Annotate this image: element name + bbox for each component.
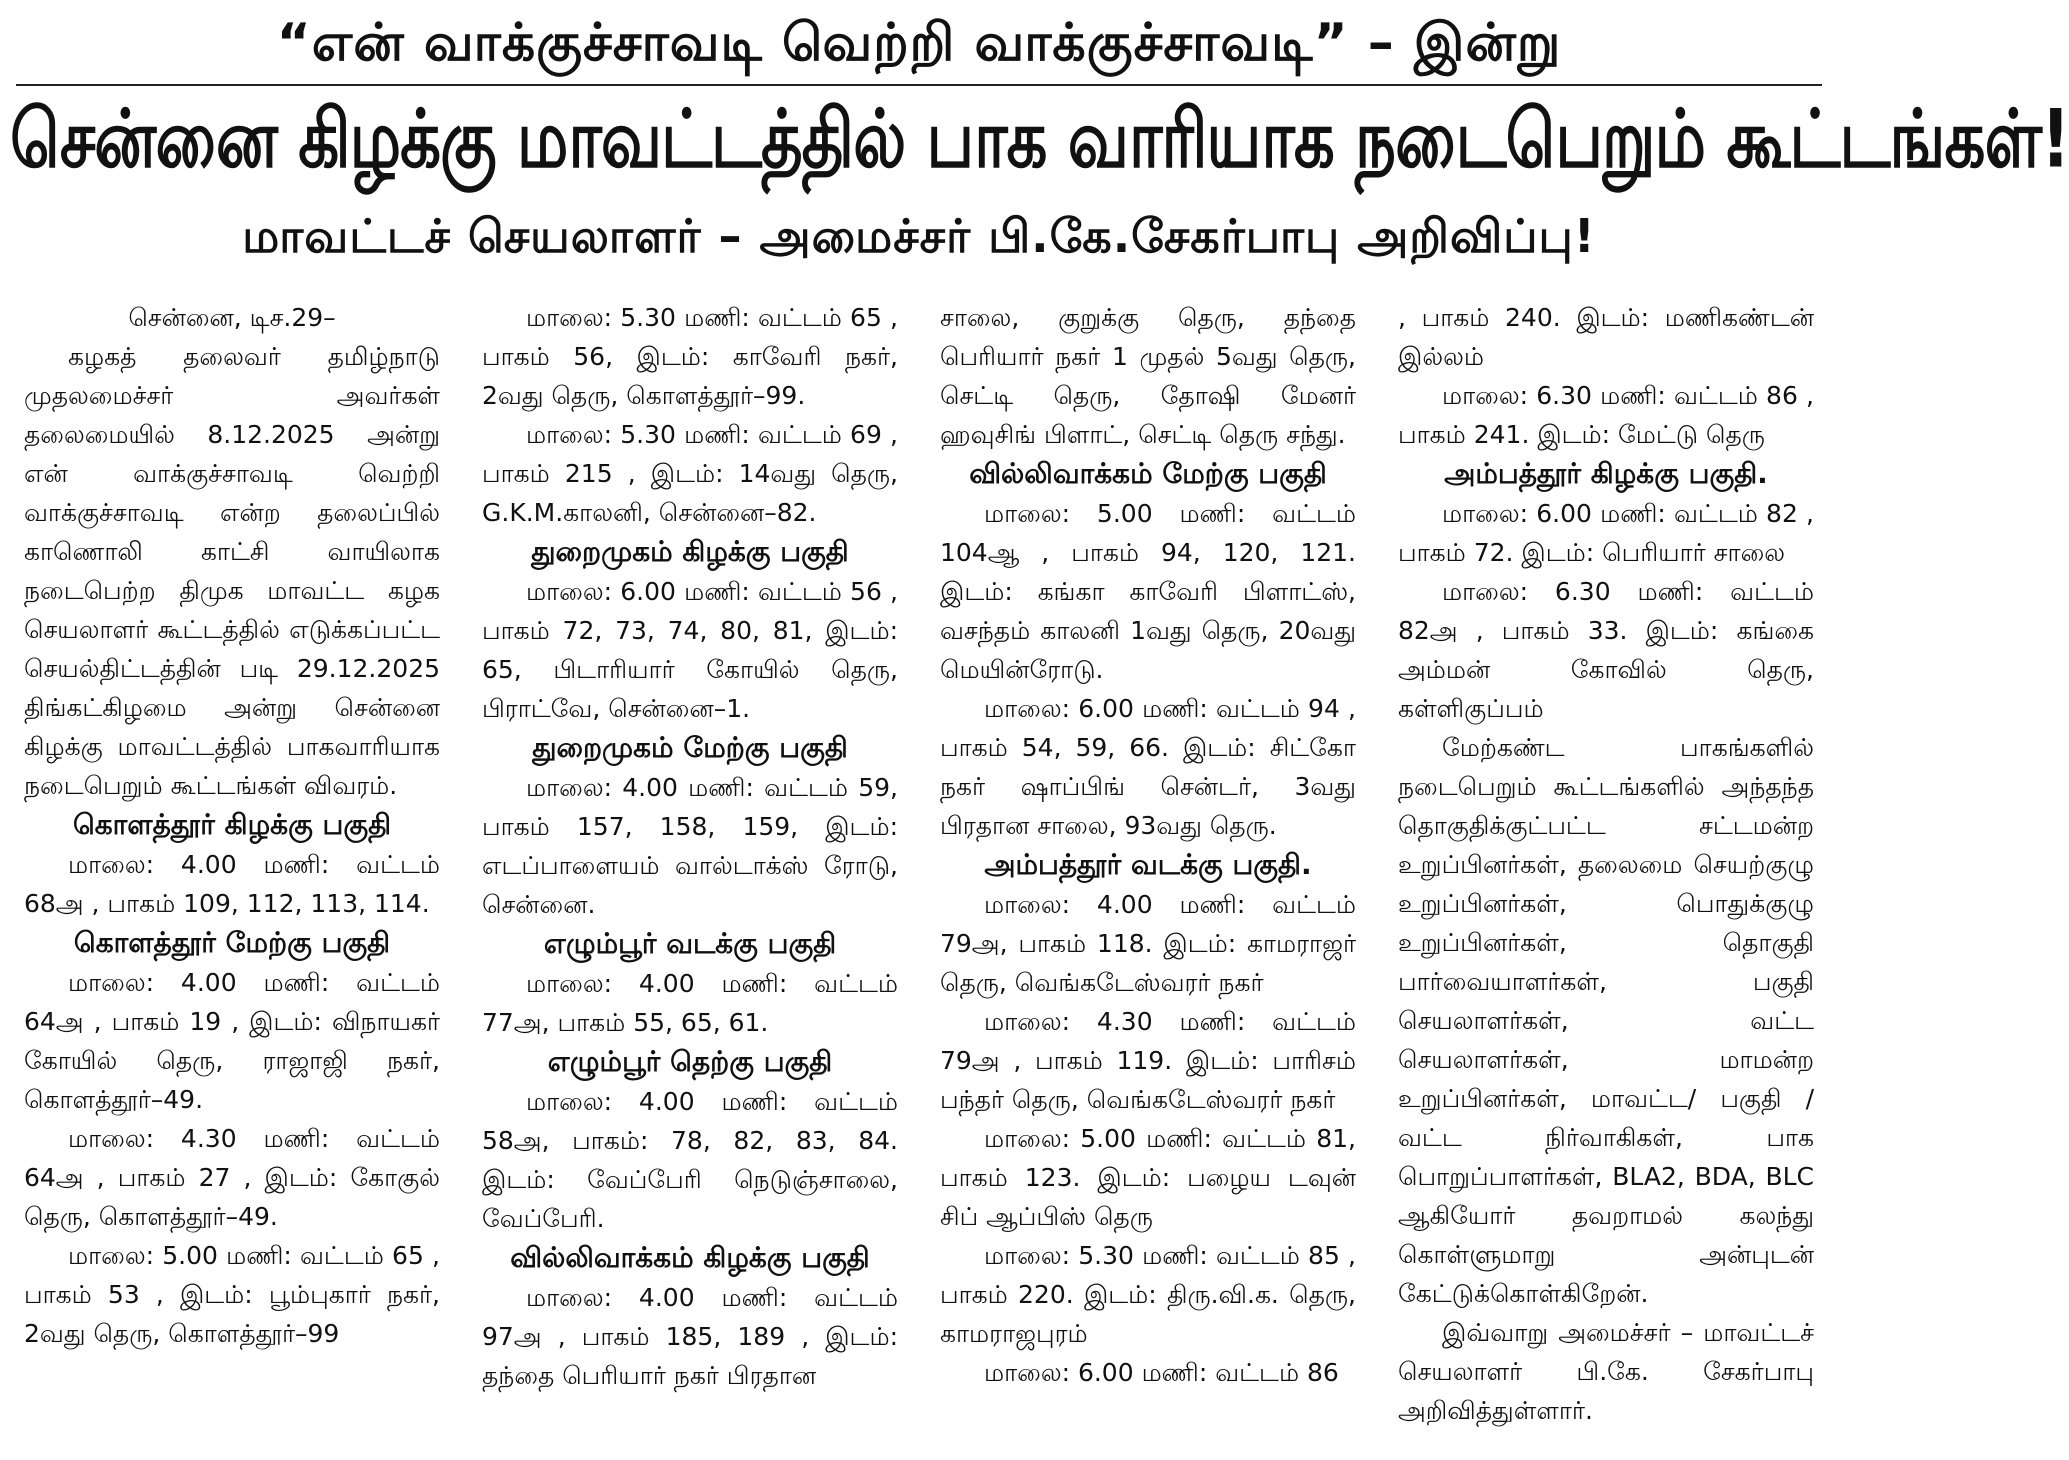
column-2 — [482, 298, 898, 1430]
section-heading: துறைமுகம் கிழக்கு பகுதி — [531, 535, 849, 568]
article-body — [10, 298, 1828, 1430]
meeting-entry: மாலை: 4.30 மணி: வட்டம் 79அ , பாகம் 119. இடம்: பாரிசம் பந்தர் தெரு, வெங்கடேஸ்வரர் நகர் — [940, 1007, 1356, 1114]
column-4 — [1398, 298, 1814, 1430]
meeting-entry: மாலை: 4.00 மணி: வட்டம் 97அ , பாகம் 185, 189 , இடம்: தந்தை பெரியார் நகர் பிரதான — [482, 1283, 898, 1390]
meeting-entry: மாலை: 6.30 மணி: வட்டம் 86 , பாகம் 241. இடம்: மேட்டு தெரு — [1398, 381, 1814, 449]
section-heading: துறைமுகம் மேற்கு பகுதி — [532, 731, 848, 764]
meeting-entry: மாலை: 6.00 மணி: வட்டம் 56 , பாகம் 72, 73, 74, 80, 81, இடம்: 65, பிடாரியார் கோயில் தெரு, பிராட்வே, சென்னை–1. — [482, 577, 898, 723]
meeting-entry: மாலை: 6.00 மணி: வட்டம் 86 — [984, 1358, 1339, 1387]
section-heading: அம்பத்தூர் வடக்கு பகுதி. — [984, 848, 1312, 881]
meeting-entry: மாலை: 4.00 மணி: வட்டம் 79அ, பாகம் 118. இடம்: காமராஜர் தெரு, வெங்கடேஸ்வரர் நகர் — [940, 890, 1356, 997]
kicker-headline: “என் வாக்குச்சாவடி வெற்றி வாக்குச்சாவடி” – இன்று — [276, 13, 1562, 73]
meeting-entry: மாலை: 6.00 மணி: வட்டம் 82 , பாகம் 72. இடம்: பெரியார் சாலை — [1398, 499, 1814, 567]
subheadline: மாவட்டச் செயலாளர் – அமைச்சர் பி.கே.சேகர்பாபு அறிவிப்பு! — [242, 209, 1596, 263]
closing-paragraph: மேற்கண்ட பாகங்களில் நடைபெறும் கூட்டங்களில் அந்தந்த தொகுதிக்குட்பட்ட சட்டமன்ற உறுப்பினர்கள், தலைமை செயற்குழு உறுப்பினர்கள், பொதுக்குழு உறுப்பினர்கள், தொகுதி பார்வையாளர்கள், பகுதி செயலாளர்கள், வட்ட செயலாளர்கள், மாமன்ற உறுப்பினர்கள், மாவட்ட/ பகுதி / வட்ட நிர்வாகிகள், பாக பொறுப்பாளர்கள், BLA2, BDA, BLC ஆகியோர் தவறாமல் கலந்து கொள்ளுமாறு அன்புடன் கேட்டுக்கொள்கிறேன். — [1398, 733, 1814, 1308]
meeting-entry: மாலை: 5.30 மணி: வட்டம் 69 , பாகம் 215 , இடம்: 14வது தெரு, G.K.M.காலனி, சென்னை–82. — [482, 420, 898, 527]
column-1 — [24, 298, 440, 1430]
meeting-entry: மாலை: 5.30 மணி: வட்டம் 85 , பாகம் 220. இடம்: திரு.வி.க. தெரு, காமராஜபுரம் — [940, 1241, 1356, 1348]
meeting-entry: மாலை: 4.00 மணி: வட்டம் 59, பாகம் 157, 158, 159, இடம்: எடப்பாளையம் வால்டாக்ஸ் ரோடு, சென்னை. — [482, 773, 898, 919]
meeting-entry: மாலை: 4.00 மணி: வட்டம் 58அ, பாகம்: 78, 82, 83, 84. இடம்: வேப்பேரி நெடுஞ்சாலை, வேப்பேரி. — [482, 1087, 898, 1233]
meeting-entry: மாலை: 4.00 மணி: வட்டம் 68அ , பாகம் 109, 112, 113, 114. — [24, 850, 440, 918]
meeting-entry: மாலை: 5.00 மணி: வட்டம் 81, பாகம் 123. இடம்: பழைய டவுன் சிப் ஆப்பிஸ் தெரு — [940, 1124, 1356, 1231]
meeting-entry: மாலை: 4.00 மணி: வட்டம் 77அ, பாகம் 55, 65, 61. — [482, 969, 898, 1037]
newspaper-clipping — [0, 6, 2069, 1460]
meeting-entry: மாலை: 4.00 மணி: வட்டம் 64அ , பாகம் 19 , இடம்: விநாயகர் கோயில் தெரு, ராஜாஜி நகர், கொளத்தூர்–49. — [24, 968, 440, 1114]
section-heading: கொளத்தூர் மேற்கு பகுதி — [73, 926, 391, 959]
signoff-paragraph: இவ்வாறு அமைச்சர் – மாவட்டச் செயலாளர் பி.கே. சேகர்பாபு அறிவித்துள்ளார். — [1398, 1318, 1814, 1425]
meeting-entry: மாலை: 4.30 மணி: வட்டம் 64அ , பாகம் 27 , இடம்: கோகுல் தெரு, கொளத்தூர்–49. — [24, 1124, 440, 1231]
section-heading: கொளத்தூர் கிழக்கு பகுதி — [72, 808, 392, 841]
section-heading: வில்லிவாக்கம் கிழக்கு பகுதி — [510, 1241, 870, 1274]
section-heading: அம்பத்தூர் கிழக்கு பகுதி. — [1444, 457, 1768, 490]
meeting-entry: சாலை, குறுக்கு தெரு, தந்தை பெரியார் நகர் 1 முதல் 5வது தெரு, செட்டி தெரு, தோஷி மேனர் ஹவுசிங் பிளாட், செட்டி தெரு சந்து. — [940, 303, 1356, 449]
meeting-entry: , பாகம் 240. இடம்: மணிகண்டன் இல்லம் — [1398, 303, 1814, 371]
meeting-entry: மாலை: 5.00 மணி: வட்டம் 65 , பாகம் 53 , இடம்: பூம்புகார் நகர், 2வது தெரு, கொளத்தூர்–99 — [24, 1241, 440, 1348]
meeting-entry: மாலை: 6.30 மணி: வட்டம் 82அ , பாகம் 33. இடம்: கங்கை அம்மன் கோவில் தெரு, கள்ளிகுப்பம் — [1398, 577, 1814, 723]
intro-paragraph: கழகத் தலைவர் தமிழ்நாடு முதலமைச்சர் அவர்கள் தலைமையில் 8.12.2025 அன்று என் வாக்குச்சாவடி வெற்றி வாக்குச்சாவடி என்ற தலைப்பில் காணொலி காட்சி வாயிலாக நடைபெற்ற திமுக மாவட்ட கழக செயலாளர் கூட்டத்தில் எடுக்கப்பட்ட செயல்திட்டத்தின் படி 29.12.2025 திங்கட்கிழமை அன்று சென்னை கிழக்கு மாவட்டத்தில் பாகவாரியாக நடைபெறும் கூட்டங்கள் விவரம். — [24, 342, 440, 800]
column-3 — [940, 298, 1356, 1430]
meeting-entry: மாலை: 5.00 மணி: வட்டம் 104ஆ , பாகம் 94, 120, 121. இடம்: கங்கா காவேரி பிளாட்ஸ், வசந்தம் காலனி 1வது தெரு, 20வது மெயின்ரோடு. — [940, 499, 1356, 684]
section-heading: வில்லிவாக்கம் மேற்கு பகுதி — [969, 457, 1327, 490]
section-heading: எழும்பூர் வடக்கு பகுதி — [543, 927, 837, 960]
meeting-entry: மாலை: 6.00 மணி: வட்டம் 94 , பாகம் 54, 59, 66. இடம்: சிட்கோ நகர் ஷாப்பிங் சென்டர், 3வது பிரதான சாலை, 93வது தெரு. — [940, 694, 1356, 840]
main-headline: சென்னை கிழக்கு மாவட்டத்தில் பாக வாரியாக நடைபெறும் கூட்டங்கள்! — [10, 93, 2069, 187]
meeting-entry: மாலை: 5.30 மணி: வட்டம் 65 , பாகம் 56, இடம்: காவேரி நகர், 2வது தெரு, கொளத்தூர்–99. — [482, 303, 898, 410]
dateline: சென்னை, டிச.29– — [128, 303, 336, 332]
section-heading: எழும்பூர் தெற்கு பகுதி — [547, 1045, 833, 1078]
